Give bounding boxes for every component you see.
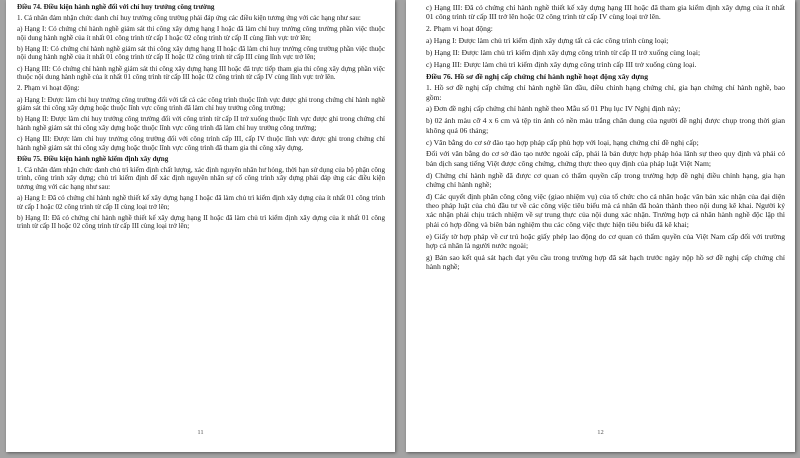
paragraph: b) Hạng II: Đã có chứng chỉ hành nghề thiết kế xây dựng hạng II hoặc đã làm chủ trì kiểm định xây dựng của ít nhất 01 công trình từ cấp II hoặc 02 công trình từ cấp III cùng loại trở lên; bbox=[17, 213, 385, 231]
page-content bbox=[426, 3, 785, 271]
page-number: 12 bbox=[597, 429, 604, 436]
page-number: 11 bbox=[197, 429, 204, 436]
article-heading: Điều 74. Điều kiện hành nghề đối với chỉ huy trưởng công trường bbox=[17, 3, 215, 11]
paragraph: c) Hạng III: Được làm chủ trì kiểm định xây dựng công trình cấp III trở xuống cùng loại. bbox=[426, 59, 697, 69]
paragraph: 1. Cá nhân đảm nhận chức danh chỉ huy trưởng công trường phải đáp ứng các điều kiện tương ứng với các hạng như sau: bbox=[17, 13, 361, 22]
paragraph: a) Đơn đề nghị cấp chứng chỉ hành nghề theo Mẫu số 01 Phụ lục IV Nghị định này; bbox=[426, 104, 681, 114]
paragraph: 1. Hồ sơ đề nghị cấp chứng chỉ hành nghề lần đầu, điều chỉnh hạng chứng chỉ, gia hạn chứng chỉ hành nghề, bao gồm: bbox=[426, 83, 785, 102]
paragraph: d) Chứng chỉ hành nghề đã được cơ quan có thẩm quyền cấp trong trường hợp đề nghị điều chỉnh hạng, gia hạn chứng chỉ hành nghề; bbox=[426, 170, 785, 189]
paragraph: c) Văn bằng do cơ sở đào tạo hợp pháp cấp phù hợp với loại, hạng chứng chỉ đề nghị cấp; bbox=[426, 137, 699, 147]
article-heading: Điều 75. Điều kiện hành nghề kiểm định xây dựng bbox=[17, 154, 169, 163]
paragraph: a) Hạng I: Được làm chỉ huy trưởng công trường đối với tất cả các công trình thuộc lĩnh vực được ghi trong chứng chỉ hành nghề giám sát thi công xây dựng hoặc thuộc lĩnh vực công trình đã làm chỉ huy trưởng công trường; bbox=[17, 95, 385, 113]
paragraph: a) Hạng I: Đã có chứng chỉ hành nghề thiết kế xây dựng hạng I hoặc đã làm chủ trì kiểm định xây dựng của ít nhất 01 công trình từ cấp I hoặc 02 công trình từ cấp II cùng loại trở lên; bbox=[17, 194, 385, 211]
page-11 bbox=[6, 0, 395, 452]
paragraph: c) Hạng III: Được làm chỉ huy trưởng công trường đối với công trình cấp III, cấp IV thuộc lĩnh vực được ghi trong chứng chỉ hành nghề giám sát thi công xây dựng hoặc thuộc lĩnh vực công trình đã tham gia thi công xây dựng. bbox=[17, 135, 385, 152]
paragraph: c) Hạng III: Có chứng chỉ hành nghề giám sát thi công xây dựng hạng III hoặc đã trực tiếp tham gia thi công xây dựng phần việc thuộc nội dung hành nghề của ít nhất 01 công trình từ cấp III hoặc 02 công trình từ cấp IV cùng lĩnh vực trở lên. bbox=[17, 64, 385, 82]
paragraph: b) Hạng II: Được làm chỉ huy trưởng công trường đối với công trình từ cấp II trở xuống thuộc lĩnh vực được ghi trong chứng chỉ hành nghề giám sát thi công xây dựng hoặc thuộc lĩnh vực công trình đã làm chỉ huy trưởng công trường; bbox=[17, 115, 385, 132]
paragraph: b) 02 ảnh màu cỡ 4 x 6 cm và tệp tin ảnh có nền màu trắng chân dung của người đề nghị được chụp trong thời gian không quá 06 tháng; bbox=[426, 116, 785, 135]
paragraph: Đối với văn bằng do cơ sở đào tạo nước ngoài cấp, phải là bản được hợp pháp hóa lãnh sự theo quy định và phải có bản dịch sang tiếng Việt được công chứng, chứng thực theo quy định của pháp luật Việt Nam; bbox=[426, 149, 785, 168]
paragraph: b) Hạng II: Được làm chủ trì kiểm định xây dựng công trình từ cấp II trở xuống cùng loại; bbox=[426, 47, 701, 57]
paragraph: a) Hạng I: Có chứng chỉ hành nghề giám sát thi công xây dựng hạng I hoặc đã làm chỉ huy trưởng công trường phần việc thuộc nội dung hành nghề của ít nhất 01 công trình từ cấp I hoặc 02 công trình từ cấp II cùng lĩnh vực trở lên; bbox=[17, 24, 385, 42]
paragraph: đ) Các quyết định phân công công việc (giao nhiệm vụ) của tổ chức cho cá nhân hoặc văn bản xác nhận của đại diện theo pháp luật của chủ đầu tư về các công việc tiêu biểu mà cá nhân đã hoàn thành theo nội dung kê khai. Người ký xác nhận phải chịu trách nhiệm về sự trung thực của nội dung xác nhận. Trường hợp cá nhân hành nghề độc lập thì phải có hợp đồng và biên bản nghiệm thu các công việc thực hiện tiêu biểu đã kê khai; bbox=[426, 191, 785, 229]
paragraph: c) Hạng III: Đã có chứng chỉ hành nghề thiết kế xây dựng hạng III hoặc đã tham gia kiểm định xây dựng của ít nhất 01 công trình từ cấp III trở lên hoặc 02 công trình từ cấp IV cùng loại trở lên. bbox=[426, 3, 785, 22]
paragraph: a) Hạng I: Được làm chủ trì kiểm định xây dựng tất cả các công trình cùng loại; bbox=[426, 36, 669, 46]
paragraph: 1. Cá nhân đảm nhận chức danh chủ trì kiểm định chất lượng, xác định nguyên nhân hư hỏng, thời hạn sử dụng của bộ phận công trình, công trình xây dựng; chủ trì kiểm định để xác định nguyên nhân sự cố công trình xây dựng phải đáp ứng các điều kiện tương ứng với các hạng như sau: bbox=[17, 165, 385, 191]
page-content bbox=[17, 3, 385, 231]
paragraph: 2. Phạm vi hoạt động: bbox=[17, 84, 80, 93]
paragraph: g) Bản sao kết quả sát hạch đạt yêu cầu trong trường hợp đã sát hạch trước ngày nộp hồ sơ đề nghị cấp chứng chỉ hành nghề; bbox=[426, 252, 785, 272]
paragraph: b) Hạng II: Có chứng chỉ hành nghề giám sát thi công xây dựng hạng II hoặc đã làm chỉ huy trưởng công trường phần việc thuộc nội dung hành nghề của ít nhất 01 công trình từ cấp II hoặc 02 công trình từ cấp III cùng lĩnh vực trở lên; bbox=[17, 44, 385, 62]
article-heading: Điều 76. Hồ sơ đề nghị cấp chứng chỉ hành nghề hoạt động xây dựng bbox=[426, 71, 648, 81]
page-12 bbox=[406, 0, 795, 452]
paragraph: 2. Phạm vi hoạt động: bbox=[426, 24, 493, 34]
paragraph: e) Giấy tờ hợp pháp về cư trú hoặc giấy phép lao động do cơ quan có thẩm quyền của Việt Nam cấp đối với trường hợp cá nhân là người nước ngoài; bbox=[426, 231, 785, 250]
